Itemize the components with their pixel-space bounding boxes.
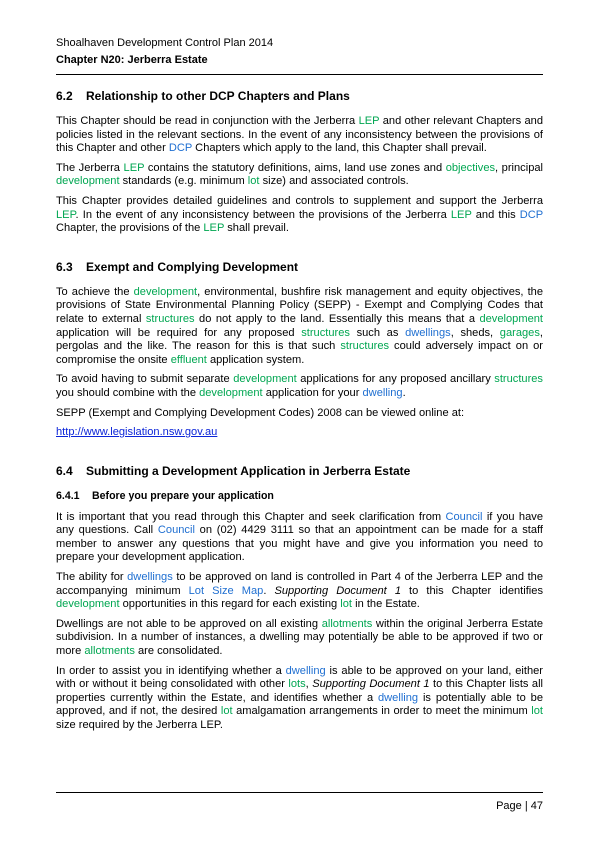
text-run: , bbox=[305, 678, 313, 691]
text-run: is able to be approved on your land, either with or without it being consolidated with other bbox=[56, 664, 543, 691]
defined-term: development bbox=[479, 312, 543, 325]
defined-term: structures bbox=[301, 326, 350, 339]
defined-term: Council bbox=[445, 510, 483, 523]
defined-term: LEP bbox=[56, 208, 76, 221]
text-run: , pergolas and the like. The reason for this is that such bbox=[56, 326, 543, 353]
section-heading-6-4: 6.4 Submitting a Development Application in Jerberra Estate bbox=[56, 463, 411, 478]
defined-term: lot bbox=[247, 175, 260, 188]
defined-term: development bbox=[56, 598, 120, 611]
defined-term: structures bbox=[145, 312, 195, 325]
paragraph bbox=[56, 286, 543, 368]
text-run: could adversely impact on or compromise the onsite bbox=[56, 340, 543, 366]
text-run: size required by the Jerberra LEP. bbox=[56, 719, 223, 731]
text-run: . bbox=[402, 386, 406, 399]
defined-term: development bbox=[133, 285, 198, 298]
text-run: The Jerberra bbox=[56, 161, 124, 174]
defined-term: dwellings bbox=[405, 326, 451, 339]
text-run: opportunities in this regard for each existing bbox=[119, 598, 341, 611]
paragraph bbox=[56, 162, 543, 189]
paragraph bbox=[56, 195, 543, 236]
text-run: you should combine with the bbox=[56, 386, 200, 399]
paragraph: SEPP (Exempt and Complying Development Codes) 2008 can be viewed online at: bbox=[56, 406, 465, 419]
text-run: Chapter, the provisions of the bbox=[56, 222, 204, 235]
defined-term: Council bbox=[157, 524, 195, 537]
defined-term: dwelling bbox=[362, 386, 403, 399]
text-run: to this Chapter lists all properties currently within the Estate, and identifies whether a bbox=[56, 678, 543, 704]
paragraph bbox=[56, 426, 543, 440]
paragraph bbox=[56, 571, 543, 612]
defined-term: LEP bbox=[203, 222, 225, 235]
paragraph bbox=[56, 373, 543, 400]
page-number: Page | 47 bbox=[496, 800, 543, 812]
text-run: . In the event of any inconsistency between the provisions of the Jerberra bbox=[75, 208, 451, 221]
text-run: The ability for bbox=[56, 571, 128, 584]
text-run: , sheds, bbox=[450, 326, 500, 339]
defined-term: effluent bbox=[170, 353, 207, 366]
text-run: To achieve the bbox=[56, 285, 134, 298]
defined-term: objectives bbox=[445, 161, 496, 174]
text-run: is potentially able to be approved, and if not, the desired bbox=[56, 691, 543, 718]
section-heading-6-2: 6.2 Relationship to other DCP Chapters and Plans bbox=[56, 89, 350, 103]
text-run: application system. bbox=[206, 353, 305, 366]
defined-term: allotments bbox=[84, 645, 135, 658]
defined-term: DCP bbox=[168, 142, 193, 155]
text-run: application will be required for any proposed bbox=[56, 326, 302, 339]
header-rule bbox=[56, 74, 543, 75]
text-run: applications for any proposed ancillary bbox=[296, 373, 495, 386]
text-run: are consolidated. bbox=[134, 645, 223, 658]
text-run: Supporting Document 1 bbox=[312, 678, 430, 691]
text-run: To avoid having to submit separate bbox=[56, 373, 234, 386]
text-run: Dwellings are not able to be approved on all existing bbox=[56, 617, 322, 630]
defined-term: lots bbox=[288, 678, 306, 691]
defined-term: structures bbox=[494, 373, 543, 386]
page-content bbox=[56, 89, 543, 739]
defined-term: DCP bbox=[519, 208, 543, 221]
paragraph bbox=[56, 511, 543, 565]
text-run: This Chapter should be read in conjunction with the Jerberra bbox=[56, 115, 359, 127]
text-run: in the Estate. bbox=[352, 598, 420, 611]
paragraph bbox=[56, 665, 543, 733]
text-run: standards (e.g. minimum bbox=[119, 175, 248, 188]
defined-term: development bbox=[56, 175, 120, 188]
text-run: on (02) 4429 3111 so that an appointment can be made for a staff member to answer any questions that you might have and give you information you need to prepare your development application. bbox=[56, 524, 544, 564]
header-chapter-title: Chapter N20: Jerberra Estate bbox=[56, 54, 208, 66]
text-run: , principal bbox=[495, 161, 544, 174]
defined-term: lot bbox=[531, 705, 544, 718]
subsection-heading-6-4-1: 6.4.1 Before you prepare your application bbox=[56, 489, 274, 502]
text-run: It is important that you read through this Chapter and seek clarification from bbox=[56, 510, 446, 523]
defined-term: allotments bbox=[321, 617, 373, 630]
defined-term: structures bbox=[340, 340, 390, 353]
text-run: do not apply to the land. Essentially this means that a bbox=[194, 312, 480, 325]
text-run: application for your bbox=[262, 386, 363, 399]
header-plan-title: Shoalhaven Development Control Plan 2014 bbox=[56, 37, 274, 49]
defined-term: dwelling bbox=[378, 691, 419, 704]
defined-term: garages bbox=[499, 326, 540, 339]
footer-rule bbox=[56, 792, 543, 793]
defined-term: LEP bbox=[450, 208, 472, 221]
text-run: such as bbox=[349, 326, 406, 339]
defined-term: LEP bbox=[358, 115, 380, 127]
legislation-link[interactable]: http://www.legislation.nsw.gov.au bbox=[56, 426, 218, 439]
text-run: Supporting Document 1 bbox=[274, 584, 401, 597]
text-run: In order to assist you in identifying whether a bbox=[56, 664, 286, 677]
defined-term: development bbox=[199, 386, 263, 399]
defined-term: LEP bbox=[123, 161, 145, 174]
text-run: shall prevail. bbox=[224, 222, 289, 235]
defined-term: lot bbox=[220, 705, 233, 718]
text-run: Chapters which apply to the land, this Chapter shall prevail. bbox=[192, 142, 487, 155]
defined-term: dwelling bbox=[285, 664, 326, 677]
text-run: to this Chapter identifies bbox=[401, 584, 543, 597]
defined-term: lot bbox=[340, 598, 353, 611]
text-run: and other relevant Chapters and policies listed in the relevant sections. In the event of any inconsistency between the provisions of this Chapter and other bbox=[56, 115, 543, 155]
text-run: amalgamation arrangements in order to meet the minimum bbox=[232, 705, 532, 718]
text-run: and this bbox=[471, 208, 520, 221]
defined-term: Lot Size Map bbox=[188, 584, 264, 597]
section-heading-6-3: 6.3 Exempt and Complying Development bbox=[56, 259, 299, 274]
text-run: . bbox=[263, 584, 275, 597]
text-run: to be approved on land is controlled in Part 4 of the Jerberra LEP and the accompanying minimum bbox=[56, 571, 543, 597]
text-run: within the original Jerberra Estate subdivision. In a number of instances, a dwelling may potentially be able to be approved if two or more bbox=[56, 617, 543, 658]
text-run: This Chapter provides detailed guidelines and controls to supplement and support the Jerberra bbox=[56, 194, 543, 207]
text-run: , environmental, bushfire risk management and equity objectives, the provisions of State Environmental Planning Policy (SEPP) - Exempt and Complying Codes that relate to external bbox=[56, 285, 543, 325]
text-run: if you have any questions. Call bbox=[56, 510, 543, 537]
text-run: contains the statutory definitions, aims, land use zones and bbox=[144, 161, 446, 174]
defined-term: dwellings bbox=[127, 571, 173, 584]
defined-term: development bbox=[233, 373, 297, 386]
paragraph bbox=[56, 618, 543, 659]
paragraph bbox=[56, 115, 543, 156]
text-run: size) and associated controls. bbox=[259, 175, 409, 188]
